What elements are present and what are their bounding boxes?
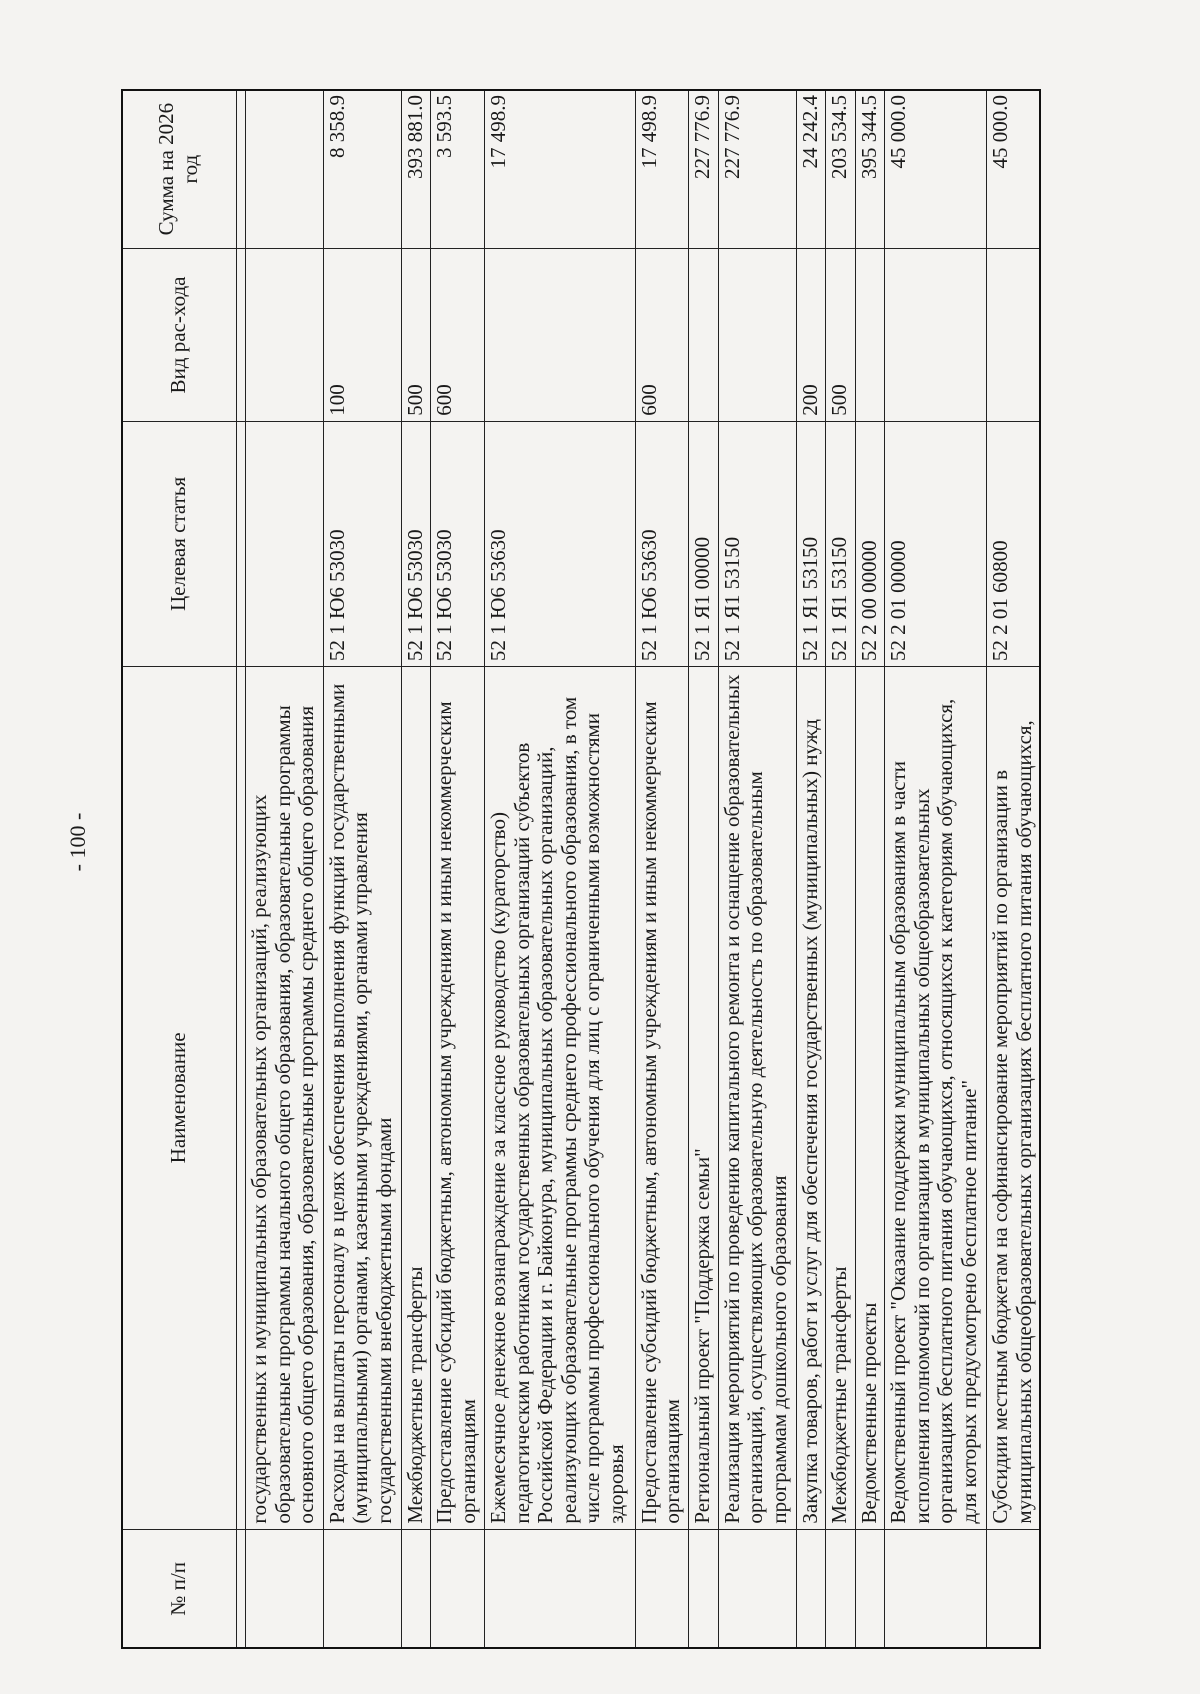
- row-target-code: 52 1 Я1 53150: [796, 421, 825, 666]
- header-name: Наименование: [122, 667, 237, 1529]
- header-spacer-row: [237, 90, 246, 1649]
- row-target-code: 52 1 Ю6 53630: [484, 421, 635, 666]
- row-expense-type: 600: [431, 249, 485, 421]
- row-expense-type: [689, 249, 718, 421]
- table-row: [855, 90, 884, 1649]
- page-number: - 100 -: [65, 812, 90, 872]
- table-row: [246, 90, 324, 1649]
- row-name: государственных и муниципальных образовательных организаций, реализующих образовательные программы начального общего образования, образовательные программы основного общего образования, образовательные программы среднего общего образования: [246, 667, 324, 1529]
- table-row: [431, 90, 485, 1649]
- row-expense-type: [987, 249, 1041, 421]
- row-num: [826, 1529, 855, 1648]
- row-num: [635, 1529, 689, 1648]
- row-name: Предоставление субсидий бюджетным, автономным учреждениям и иным некоммерческим организациям: [431, 667, 485, 1529]
- row-expense-type: 500: [401, 249, 430, 421]
- row-name: Закупка товаров, работ и услуг для обеспечения государственных (муниципальных) нужд: [796, 667, 825, 1529]
- row-num: [689, 1529, 718, 1648]
- row-amount: 227 776.9: [689, 90, 718, 249]
- row-expense-type: [855, 249, 884, 421]
- row-num: [796, 1529, 825, 1648]
- row-expense-type: [246, 249, 324, 421]
- row-expense-type: 100: [323, 249, 401, 421]
- row-name: Предоставление субсидий бюджетным, автономным учреждениям и иным некоммерческим организациям: [635, 667, 689, 1529]
- row-target-code: 52 2 00 00000: [855, 421, 884, 666]
- row-name: Расходы на выплаты персоналу в целях обеспечения выполнения функций государственными (муниципальными) органами, казенными учреждениями, органами управления государственными внебюджетными фондами: [323, 667, 401, 1529]
- row-num: [401, 1529, 430, 1648]
- header-target: Целевая статья: [122, 421, 237, 666]
- row-expense-type: 500: [826, 249, 855, 421]
- table-row: [987, 90, 1041, 1649]
- row-name: Региональный проект "Поддержка семьи": [689, 667, 718, 1529]
- table-row: [885, 90, 987, 1649]
- row-name: Реализация мероприятий по проведению капитального ремонта и оснащение образовательных организаций, осуществляющих образовательную деятельность по образовательным программам дошкольного образования: [718, 667, 796, 1529]
- row-name: Межбюджетные трансферты: [826, 667, 855, 1529]
- row-num: [718, 1529, 796, 1648]
- row-amount: 227 776.9: [718, 90, 796, 249]
- row-target-code: 52 2 01 60800: [987, 421, 1041, 666]
- row-num: [246, 1529, 324, 1648]
- row-amount: 393 881.0: [401, 90, 430, 249]
- table-row: [718, 90, 796, 1649]
- row-expense-type: [484, 249, 635, 421]
- row-target-code: [246, 421, 324, 666]
- row-target-code: 52 2 01 00000: [885, 421, 987, 666]
- table-row: [796, 90, 825, 1649]
- row-amount: 8 358.9: [323, 90, 401, 249]
- row-amount: 203 534.5: [826, 90, 855, 249]
- row-amount: 3 593.5: [431, 90, 485, 249]
- row-target-code: 52 1 Ю6 53030: [323, 421, 401, 666]
- table-row: [484, 90, 635, 1649]
- table-body: [246, 90, 1041, 1649]
- row-expense-type: 200: [796, 249, 825, 421]
- row-amount: 17 498.9: [635, 90, 689, 249]
- table-header-row: [122, 90, 237, 1649]
- row-num: [323, 1529, 401, 1648]
- row-num: [484, 1529, 635, 1648]
- row-target-code: 52 1 Ю6 53630: [635, 421, 689, 666]
- row-amount: 17 498.9: [484, 90, 635, 249]
- row-target-code: 52 1 Я1 53150: [826, 421, 855, 666]
- row-num: [885, 1529, 987, 1648]
- table-row: [401, 90, 430, 1649]
- row-expense-type: [885, 249, 987, 421]
- row-target-code: 52 1 Ю6 53030: [401, 421, 430, 666]
- header-sum: Сумма на 2026 год: [122, 90, 237, 249]
- row-name: Межбюджетные трансферты: [401, 667, 430, 1529]
- row-name: Ведомственные проекты: [855, 667, 884, 1529]
- row-name: Субсидии местным бюджетам на софинансирование мероприятий по организации в муниципальных общеобразовательных организациях бесплатного питания обучающихся,: [987, 667, 1041, 1529]
- row-amount: [246, 90, 324, 249]
- header-type: Вид рас-хода: [122, 249, 237, 421]
- table-row: [689, 90, 718, 1649]
- row-name: Ведомственный проект "Оказание поддержки муниципальным образованиям в части исполнения полномочий по организации в муниципальных общеобразовательных организациях бесплатного питания обучающихся, относящихся к категориям обучающихся, для которых предусмотрено бесплатное питание": [885, 667, 987, 1529]
- row-target-code: 52 1 Ю6 53030: [431, 421, 485, 666]
- row-num: [987, 1529, 1041, 1648]
- row-amount: 45 000.0: [885, 90, 987, 249]
- row-expense-type: 600: [635, 249, 689, 421]
- row-target-code: 52 1 Я1 00000: [689, 421, 718, 666]
- row-target-code: 52 1 Я1 53150: [718, 421, 796, 666]
- row-num: [431, 1529, 485, 1648]
- table-row: [635, 90, 689, 1649]
- row-num: [855, 1529, 884, 1648]
- table-row: [826, 90, 855, 1649]
- row-name: Ежемесячное денежное вознаграждение за классное руководство (кураторство) педагогическим работникам государственных образовательных организаций субъектов Российской Федерации и г. Байконура, муниципальных образовательных организаций, реализующих образовательные программы среднего профессионального образования, в том числе программы профессионального обучения для лиц с ограниченными возможностями здоровья: [484, 667, 635, 1529]
- budget-table: [121, 89, 1041, 1649]
- row-expense-type: [718, 249, 796, 421]
- rotated-table-container: [121, 89, 1041, 1649]
- header-num: № п/п: [122, 1529, 237, 1648]
- table-row: [323, 90, 401, 1649]
- row-amount: 45 000.0: [987, 90, 1041, 249]
- row-amount: 24 242.4: [796, 90, 825, 249]
- row-amount: 395 344.5: [855, 90, 884, 249]
